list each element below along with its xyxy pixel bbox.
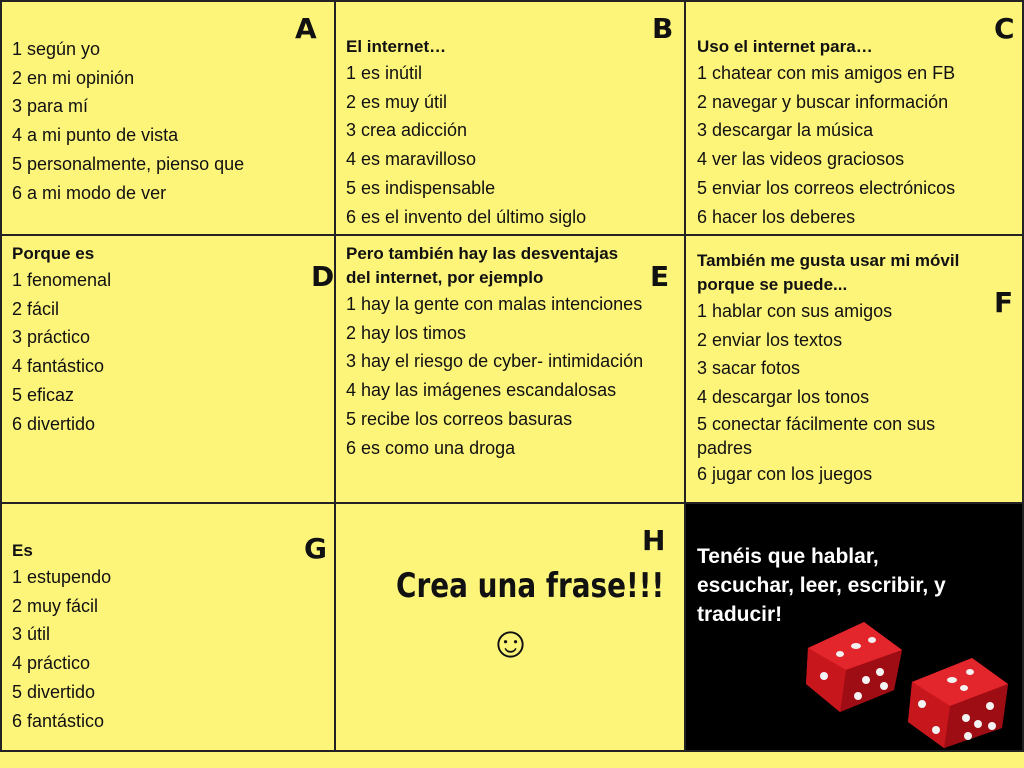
cell-h — [334, 502, 686, 752]
list-item: 3 útil — [12, 624, 51, 645]
cell-letter-g: G — [304, 532, 327, 565]
list-item: 1 chatear con mis amigos en FB — [697, 63, 956, 83]
smiley-icon: ☺ — [488, 618, 533, 667]
list-item: 6 jugar con los juegos — [697, 463, 873, 484]
cell-letter-a: A — [295, 12, 317, 45]
list-item: 1 fenomenal — [12, 270, 112, 290]
cell-e-list — [346, 242, 643, 462]
dice-icon — [798, 616, 1024, 750]
list-item: 1 es inútil — [346, 63, 423, 83]
create-phrase-title: Crea una frase!!! — [396, 566, 665, 606]
cell-heading: Es — [12, 541, 33, 560]
instructions-line: traducir! — [697, 603, 783, 626]
list-item: 4 hay las imágenes escandalosas — [346, 380, 617, 401]
list-item: 1 hablar con sus amigos — [697, 301, 893, 321]
list-item: 6 hacer los deberes — [697, 206, 856, 227]
cell-b-list — [346, 35, 586, 231]
cell-d-list — [12, 242, 111, 438]
list-item: 5 enviar los correos electrónicos — [697, 177, 956, 198]
cell-f — [684, 234, 1024, 504]
list-item: 2 navegar y buscar información — [697, 91, 949, 112]
list-item: 2 en mi opinión — [12, 67, 135, 88]
cell-a — [0, 0, 336, 236]
cell-heading: El internet… — [346, 37, 447, 56]
list-item: 3 crea adicción — [346, 120, 468, 141]
cell-g — [0, 502, 336, 752]
list-item: 3 hay el riesgo de cyber- intimidación — [346, 351, 644, 372]
list-item: 6 es como una droga — [346, 437, 516, 458]
cell-heading: del internet, por ejemplo — [346, 268, 544, 287]
list-item: 4 fantástico — [12, 356, 105, 377]
cell-letter-e: E — [650, 260, 670, 293]
list-item: 3 descargar la música — [697, 120, 874, 141]
list-item: 2 hay los timos — [346, 322, 467, 343]
list-item: 2 fácil — [12, 298, 60, 319]
die-right — [908, 658, 1008, 748]
die-left — [806, 622, 902, 712]
list-item: 5 recibe los correos basuras — [346, 408, 573, 429]
list-item: 1 estupendo — [12, 567, 112, 587]
list-item: 1 hay la gente con malas intenciones — [346, 294, 643, 314]
cell-letter-b: B — [652, 12, 674, 45]
list-item: 4 ver las videos graciosos — [697, 149, 905, 170]
cell-d — [0, 234, 336, 504]
cell-heading: También me gusta usar mi móvil — [697, 251, 960, 270]
list-item: 5 eficaz — [12, 384, 75, 405]
list-item: 5 conectar fácilmente con sus — [697, 413, 936, 434]
list-item: 5 divertido — [12, 681, 96, 702]
cell-letter-c: C — [994, 12, 1015, 45]
cell-letter-f: F — [994, 286, 1014, 319]
list-item: 2 muy fácil — [12, 595, 99, 616]
cell-instructions — [684, 502, 1024, 752]
cell-heading: Porque es — [12, 244, 95, 263]
cell-heading: Uso el internet para… — [697, 37, 873, 56]
list-item: padres — [697, 437, 753, 458]
cell-b — [334, 0, 686, 236]
list-item: 6 divertido — [12, 413, 96, 434]
cell-e — [334, 234, 686, 504]
list-item: 1 según yo — [12, 39, 101, 59]
list-item: 6 fantástico — [12, 710, 105, 731]
list-item: 4 práctico — [12, 653, 91, 674]
instructions-line: Tenéis que hablar, — [697, 545, 879, 568]
cell-g-list — [12, 539, 111, 735]
cell-a-list — [12, 35, 244, 207]
cell-letter-h: H — [642, 524, 666, 557]
list-item: 2 es muy útil — [346, 91, 448, 112]
list-item: 6 a mi modo de ver — [12, 182, 167, 203]
list-item: 6 es el invento del último siglo — [346, 206, 587, 227]
list-item: 3 para mí — [12, 96, 89, 117]
cell-heading: porque se puede... — [697, 275, 848, 294]
list-item: 2 enviar los textos — [697, 329, 843, 350]
cell-f-list — [697, 249, 959, 489]
list-item: 4 descargar los tonos — [697, 387, 870, 408]
instructions-line: escuchar, leer, escribir, y — [697, 574, 946, 597]
list-item: 4 a mi punto de vista — [12, 125, 179, 146]
cell-heading: Pero también hay las desventajas — [346, 244, 619, 263]
cell-c-list — [697, 35, 955, 231]
list-item: 5 es indispensable — [346, 177, 496, 198]
list-item: 3 sacar fotos — [697, 358, 801, 379]
list-item: 5 personalmente, pienso que — [12, 153, 245, 174]
cell-c — [684, 0, 1024, 236]
list-item: 3 práctico — [12, 327, 91, 348]
list-item: 4 es maravilloso — [346, 149, 477, 170]
cell-letter-d: D — [311, 260, 335, 293]
